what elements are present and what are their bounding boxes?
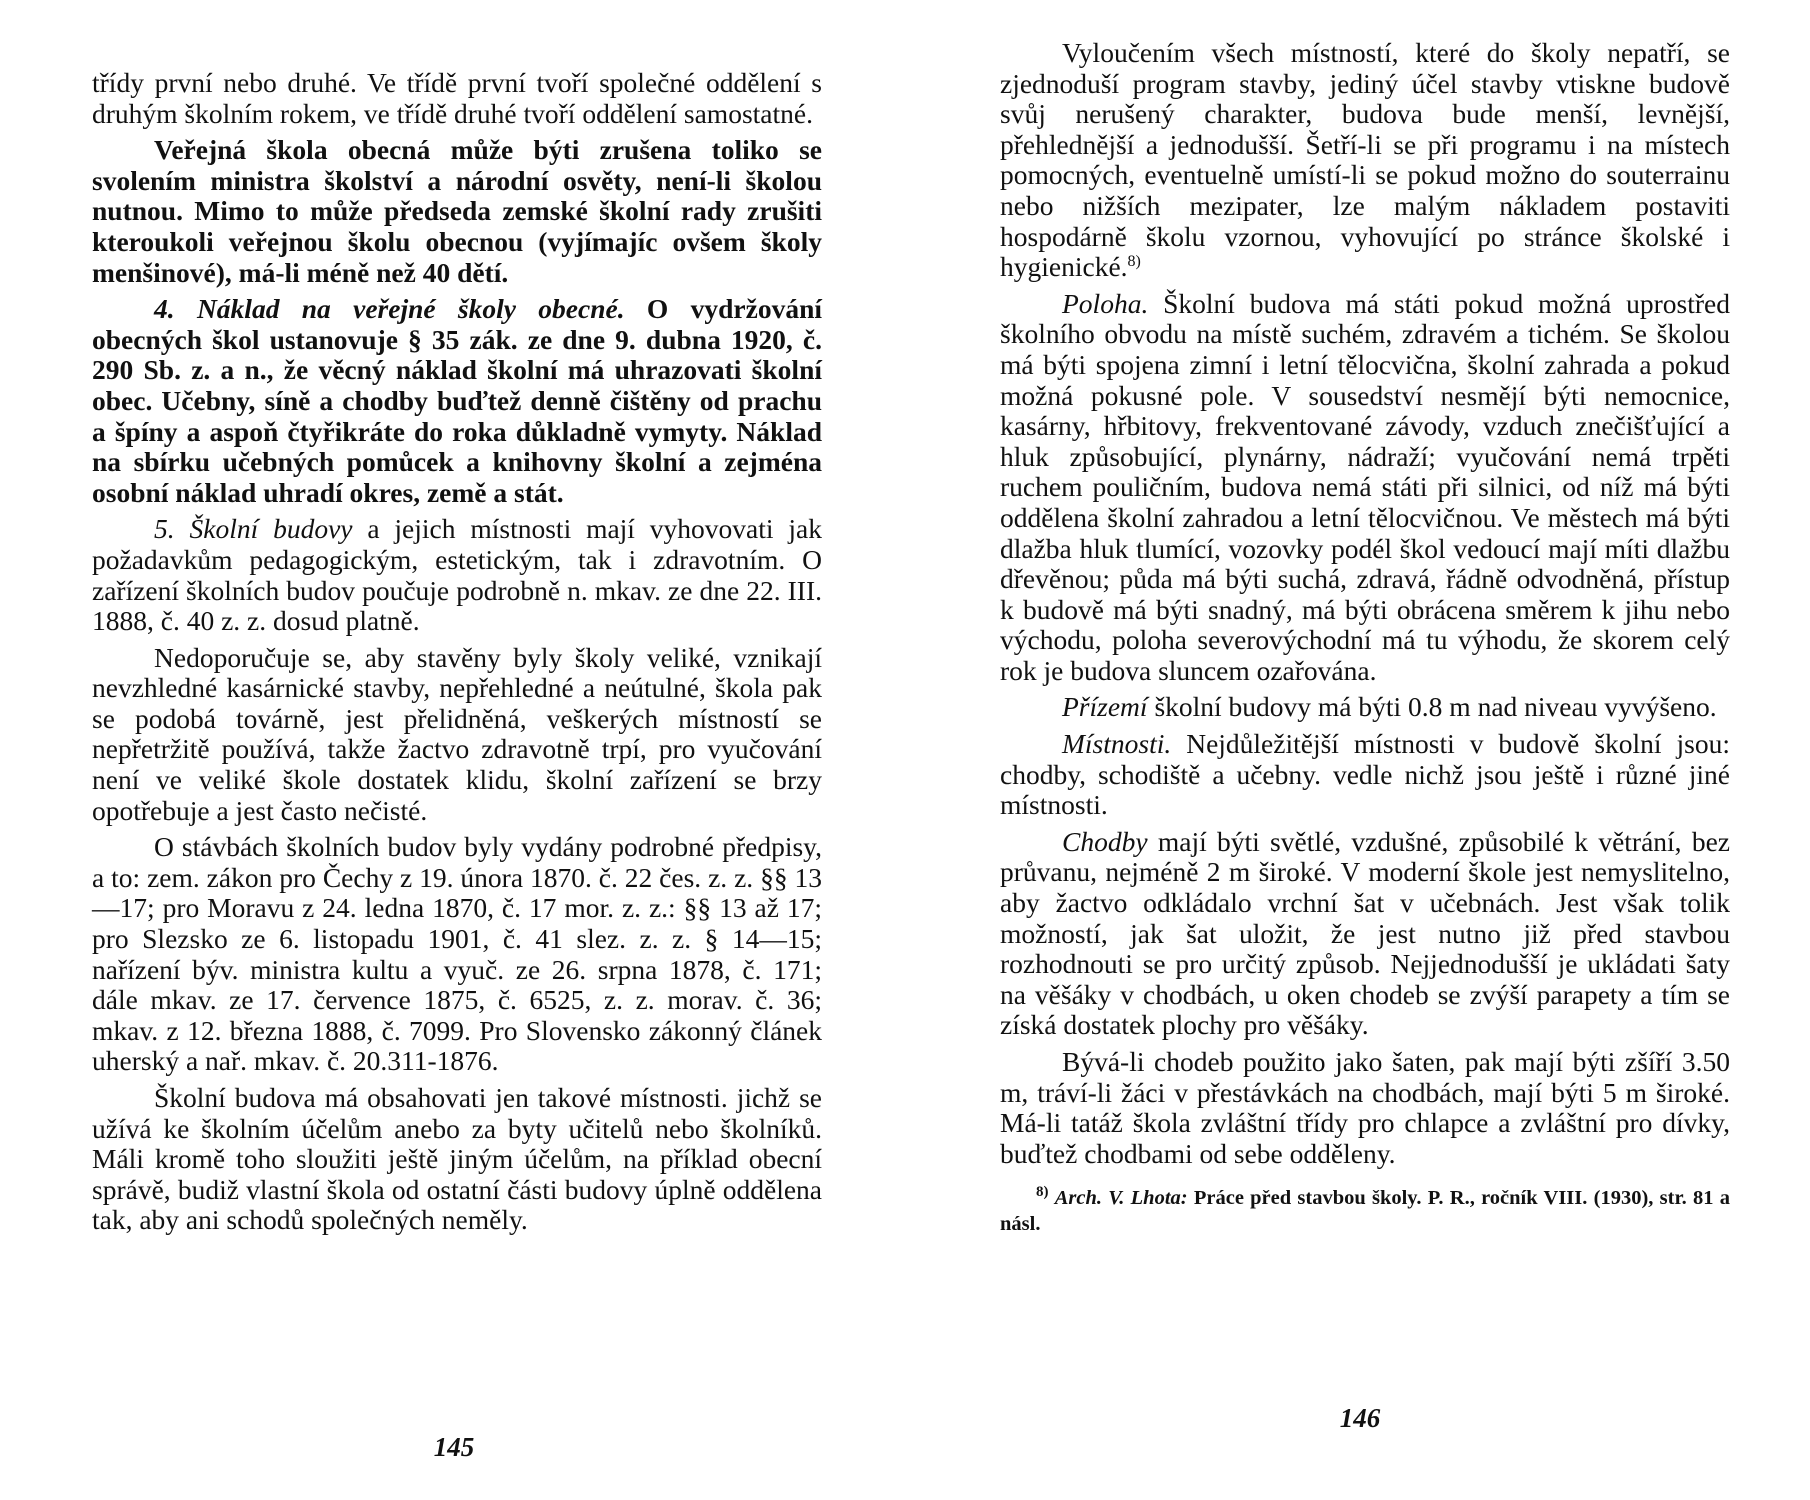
paragraph-text: Nedoporučuje se, aby stavěny byly školy veliké, vznikají nevzhledné kasárnické stavby, nepřehledné a neútulné, škola pak se podobá továrně, jest přelidněná, veškerých místností se nepřetržitě používá, takže žactvo zdravotně trpí, pro vyučování není ve veliké škole dostatek klidu, školní zařízení se brzy opotřebuje a jest často nečisté. (92, 641, 822, 826)
paragraph-text: Bývá-li chodeb použito jako šaten, pak mají býti zšíří 3.50 m, tráví-li žáci v přestávkách na chodbách, mají býti 5 m široké. Má-li tatáž škola zvláštní třídy pro chlapce a zvláštní pro dívky, buďtež chodbami od sebe odděleny. (1000, 1046, 1730, 1169)
paragraph-text: Veřejná škola obecná může býti zrušena toliko se svolením ministra školství a národní osvěty, není-li školou nutnou. Mimo to může předseda zemské školní rady zrušiti kteroukoli veřejnou školu obecnou (vyjímajíc ovšem školy menšinové), má-li méně než 40 dětí. (92, 134, 822, 288)
section-heading: 4. Náklad na veřejné školy obecné. (154, 293, 625, 325)
right-page (1000, 0, 1730, 1500)
paragraph (1000, 692, 1730, 723)
paragraph-text: Nejdůležitější místnosti v budově školní jsou: chodby, schodiště a učebny. vedle nichž jsou ještě i různé jiné místnosti. (1000, 728, 1730, 821)
section-heading: 5. Školní budovy (154, 513, 353, 545)
page-number: 146 (1339, 1403, 1381, 1433)
section-heading: Přízemí (1062, 691, 1148, 723)
paragraph-text: Vyloučením všech místností, které do školy nepatří, se zjednoduší program stavby, jediný účel stavby vtiskne budově svůj nerušený charakter, budova bude menší, levnější, přehlednější a jednodušší. Šetří-li se při programu i na místech pomocných, eventuelně umístí-li se pokud možno do souterrainu nebo nižších mezipater, lze malým nákladem postaviti hospodárně školu vzornou, vyhovující po stránce školské i hygienické. (1000, 37, 1730, 283)
footnote-ref: 8) (1127, 253, 1141, 270)
paragraph (92, 1083, 822, 1236)
right-page-body (1000, 0, 1730, 1237)
section-heading: Chodby (1062, 825, 1148, 857)
section-heading: Poloha. (1062, 287, 1149, 319)
paragraph (92, 643, 822, 827)
paragraph (92, 514, 822, 636)
paragraph (1000, 729, 1730, 821)
paragraph-text: a jejich místnosti mají vyhovovati jak požadavkům pedagogickým, estetickým, tak i zdravotním. O zařízení školních budov poučuje podrobně n. mkav. ze dne 22. III. 1888, č. 40 z. z. dosud platně. (92, 513, 822, 637)
left-page (92, 0, 822, 1500)
footnote-mark: 8) (1036, 1184, 1049, 1201)
paragraph-text: školní budovy má býti 0.8 m nad niveau vyvýšeno. (1147, 691, 1717, 723)
paragraph-text: Školní budova má státi pokud možná uprostřed školního obvodu na místě suchém, zdravém a tichém. Se školou má býti spojena zimní i letní tělocvična, školní zahrada a pokud možná pokusné pole. V sousedství nesmějí býti nemocnice, kasárny, hřbitovy, frekventované závody, vzduch znečišťující a hluk způsobující, plynárny, nádraží; vyučování nemá trpěti ruchem pouličním, budova nemá státi při silnici, od níž má býti oddělena školní zahradou a letní tělocvičnou. Ve městech má býti dlažba hluk tlumící, vozovky podél škol vedoucí mají míti dlažbu dřevěnou; půda má býti suchá, zdravá, řádně odvodněná, přístup k budově má býti snadný, má býti obrácena směrem k jihu nebo východu, poloha severovýchodní má tu výhodu, že skorem celý rok je budova sluncem ozařována. (1000, 287, 1730, 686)
footnote (1000, 1179, 1730, 1237)
paragraph-text: mají býti světlé, vzdušné, způsobilé k větrání, bez průvanu, nejméně 2 m široké. V moderní škole jest nemyslitelno, aby žactvo odkládalo vrchní šat v učebnách. Jest však tolik možností, jak šat uložit, že jest nutno již před stavbou rozhodnouti se pro určitý způsob. Nejjednodušší je ukládati šaty na věšáky v chodbách, u oken chodeb se zvýší parapety a tím se získá dostatek plochy pro věšáky. (1000, 825, 1730, 1041)
footnote-text: Práce před stavbou školy. P. R., ročník VIII. (1930), str. 81 a násl. (1000, 1187, 1731, 1236)
paragraph (92, 832, 822, 1077)
paragraph (92, 294, 822, 508)
section-heading: Místnosti. (1062, 728, 1172, 760)
paragraph-text: třídy první nebo druhé. Ve třídě první tvoří společné oddělení s druhým školním rokem, ve třídě druhé tvoří oddělení samostatné. (92, 67, 822, 129)
paragraph-text: Školní budova má obsahovati jen takové místnosti. jichž se užívá ke školním účelům anebo za byty učitelů nebo školníků. Máli kromě toho sloužiti ještě jiným účelům, na příklad obecní správě, budiž vlastní škola od ostatní části budovy úplně oddělena tak, aby ani schodů společných neměly. (92, 1082, 822, 1236)
paragraph (1000, 38, 1730, 283)
paragraph (1000, 827, 1730, 1041)
left-page-body (92, 0, 822, 1236)
footnote-author: Arch. V. Lhota: (1054, 1187, 1188, 1210)
paragraph (1000, 289, 1730, 687)
paragraph-text: O stávbách školních budov byly vydány podrobné předpisy, a to: zem. zákon pro Čechy z 19. února 1870. č. 22 čes. z. z. §§ 13—17; pro Moravu z 24. ledna 1870, č. 17 mor. z. z.: §§ 13 až 17; pro Slezsko ze 6. listopadu 1901, č. 41 slez. z. z. § 14—15; nařízení býv. ministra kultu a vyuč. ze 26. srpna 1878, č. 171; dále mkav. ze 17. července 1875, č. 6525, z. z. morav. č. 36; mkav. z 12. března 1888, č. 7099. Pro Slovensko zákonný článek uherský a nař. mkav. č. 20.311-1876. (92, 831, 822, 1077)
page-number: 145 (433, 1432, 475, 1462)
paragraph-text: O vydržování obecných škol ustanovuje § 35 zák. ze dne 9. dubna 1920, č. 290 Sb. z. a n., že věcný náklad školní má uhrazovati školní obec. Učebny, síně a chodby buďtež denně čištěny od prachu a špíny a aspoň čtyřikráte do roka důkladně vymyty. Náklad na sbírku učebných pomůcek a knihovny školní a zejména osobní náklad uhradí okres, země a stát. (92, 293, 823, 508)
paragraph (1000, 1047, 1730, 1169)
paragraph (92, 135, 822, 288)
paragraph (92, 68, 822, 129)
